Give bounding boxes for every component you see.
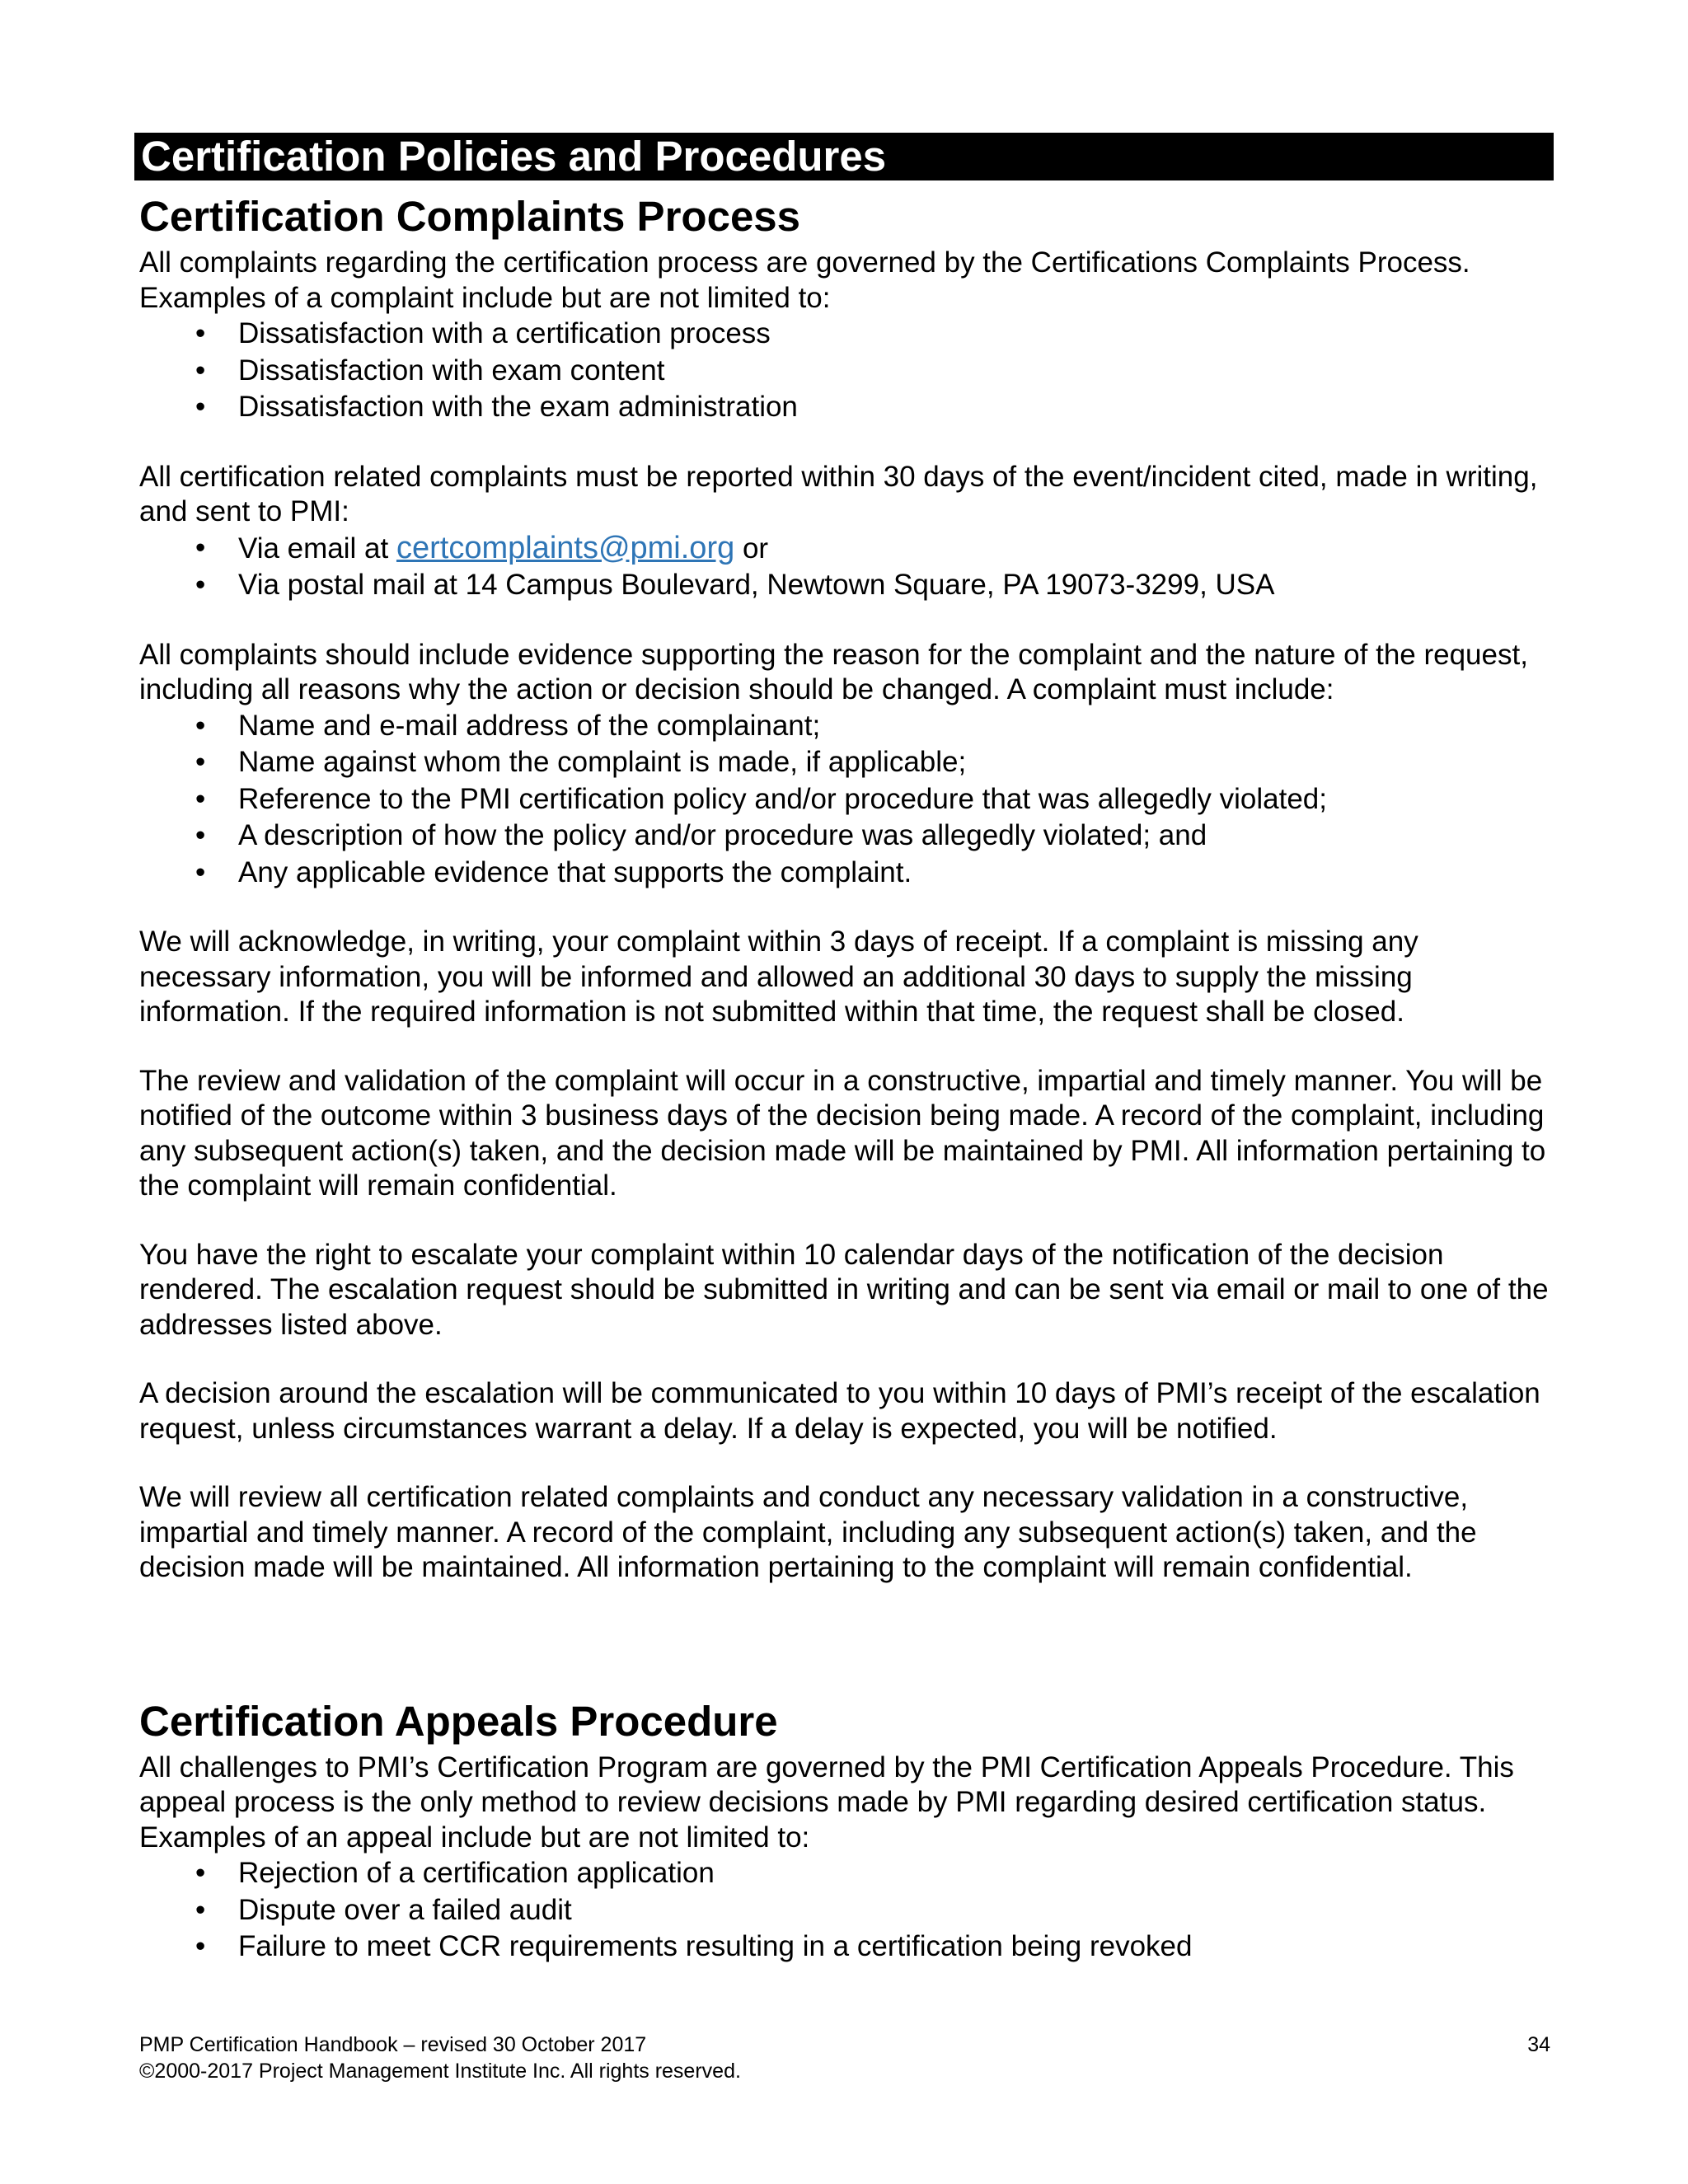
list-item: • Dispute over a failed audit [195,1893,572,1926]
list-item: • Failure to meet CCR requirements resulting in a certification being revoked [195,1930,1193,1962]
list-item: • Dissatisfaction with the exam administration [195,391,798,423]
review-all-paragraph: We will review all certification related complaints and conduct any necessary validation in a constructive, impartial and timely manner. A record of the complaint, including any subsequent action(s) taken, and the decision made will be maintained. All information pertaining to the complaint will remain confidential. [139,1481,1477,1583]
list-item: • Reference to the PMI certification policy and/or procedure that was allegedly violated; [195,782,1327,815]
email-link[interactable]: certcomplaints@pmi.org [396,530,735,565]
list-item: • Name and e-mail address of the complainant; [195,709,821,742]
page-number: 34 [1527,2033,1550,2056]
appeal-examples-list [139,1855,1557,1966]
copyright: ©2000-2017 Project Management Institute Inc. All rights reserved. [139,2060,741,2083]
must-include-list [139,708,1557,892]
handbook-revision: PMP Certification Handbook – revised 30 October 2017 [139,2033,647,2056]
appeals-intro: All challenges to PMI’s Certification Program are governed by the PMI Certification Appeals Procedure. This appeal process is the only method to review decisions made by PMI regarding desired certification status. Examples of an appeal include but are not limited to: [139,1750,1514,1854]
postal-contact-item: • Via postal mail at 14 Campus Boulevard, Newtown Square, PA 19073-3299, USA [195,569,1275,601]
list-item: • Any applicable evidence that supports the complaint. [195,855,912,888]
review-paragraph: The review and validation of the complaint will occur in a constructive, impartial and timely manner. You will be notified of the outcome within 3 business days of the decision being made. A record of the complaint, including any subsequent action(s) taken, and the decision made will be maintained by PMI. All information pertaining to the complaint will remain confidential. [139,1064,1546,1202]
contact-methods-list [139,530,1557,604]
escalation-decision-paragraph: A decision around the escalation will be communicated to you within 10 days of PMI’s receipt of the escalation request, unless circumstances warrant a delay. If a delay is expected, you will be notified. [139,1377,1540,1445]
acknowledge-paragraph: We will acknowledge, in writing, your complaint within 3 days of receipt. If a complaint is missing any necessary information, you will be informed and allowed an additional 30 days to supply the missing information. If the required information is not submitted within that time, the request shall be closed. [139,926,1418,1028]
evidence-paragraph: All complaints should include evidence supporting the reason for the complaint and the nature of the request, including all reasons why the action or decision should be changed. A complaint must include: [139,638,1528,705]
report-paragraph: All certification related complaints must be reported within 30 days of the event/incident cited, made in writing, and sent to PMI: [139,460,1538,527]
list-item: • Rejection of a certification application [195,1857,715,1889]
complaints-heading: Certification Complaints Process [139,193,801,240]
appeals-heading: Certification Appeals Procedure [139,1697,778,1745]
complaints-intro: All complaints regarding the certification process are governed by the Certifications Complaints Process. Examples of a complaint include but are not limited to: [139,246,1470,314]
section-banner: Certification Policies and Procedures [134,133,1554,180]
email-contact-item: • Via email at certcomplaints@pmi.org or [195,530,769,565]
list-item: • Dissatisfaction with exam content [195,354,665,387]
escalate-paragraph: You have the right to escalate your complaint within 10 calendar days of the notification of the decision rendered. The escalation request should be submitted in writing and can be sent via email or mail to one of the addresses listed above. [139,1238,1549,1341]
page-content [139,188,1557,1966]
list-item: • Name against whom the complaint is made, if applicable; [195,746,967,778]
list-item: • A description of how the policy and/or procedure was allegedly violated; and [195,819,1207,851]
page-footer [139,2032,1550,2084]
list-item: • Dissatisfaction with a certification process [195,317,771,349]
complaint-examples-list [139,316,1557,426]
